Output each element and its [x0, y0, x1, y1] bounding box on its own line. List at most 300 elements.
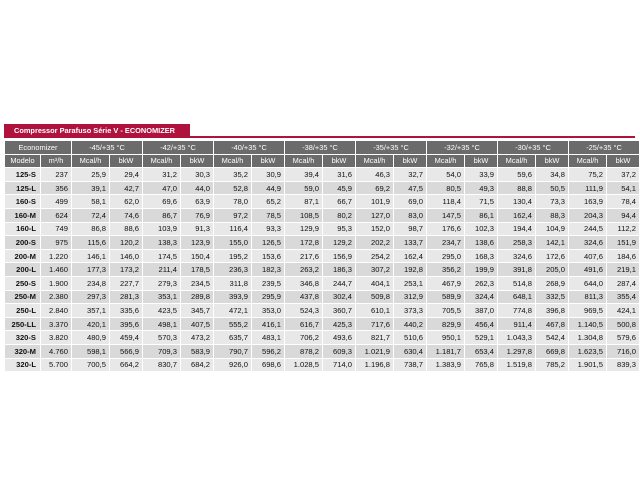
capacity-cell: 211,4: [143, 263, 181, 277]
power-cell: 456,4: [465, 317, 498, 331]
power-cell: 785,2: [536, 358, 569, 372]
model-cell: 200-S: [5, 236, 41, 250]
power-unit-header: bkW: [536, 154, 569, 168]
model-cell: 320-S: [5, 331, 41, 345]
displacement-cell: 1.220: [41, 249, 72, 263]
power-cell: 738,7: [394, 358, 427, 372]
capacity-cell: 644,0: [569, 276, 607, 290]
power-cell: 424,1: [607, 304, 640, 318]
power-cell: 120,2: [110, 236, 143, 250]
model-cell: 250-M: [5, 290, 41, 304]
power-cell: 94,4: [607, 208, 640, 222]
table-row: [5, 222, 640, 236]
capacity-cell: 78,0: [214, 195, 252, 209]
capacity-cell: 911,4: [498, 317, 536, 331]
displacement-cell: 975: [41, 236, 72, 250]
capacity-cell: 88,8: [498, 181, 536, 195]
capacity-cell: 1.519,8: [498, 358, 536, 372]
displacement-cell: 499: [41, 195, 72, 209]
power-cell: 86,1: [465, 208, 498, 222]
power-cell: 104,9: [536, 222, 569, 236]
power-cell: 227,7: [110, 276, 143, 290]
table-row: [5, 263, 640, 277]
power-cell: 440,2: [394, 317, 427, 331]
power-cell: 714,0: [323, 358, 356, 372]
displacement-cell: 3.820: [41, 331, 72, 345]
power-cell: 173,2: [110, 263, 143, 277]
capacity-cell: 821,7: [356, 331, 394, 345]
capacity-cell: 147,5: [427, 208, 465, 222]
power-cell: 186,3: [323, 263, 356, 277]
power-cell: 262,3: [465, 276, 498, 290]
capacity-cell: 709,3: [143, 344, 181, 358]
capacity-cell: 101,9: [356, 195, 394, 209]
table-row: [5, 276, 640, 290]
capacity-cell: 204,3: [569, 208, 607, 222]
capacity-cell: 555,2: [214, 317, 252, 331]
power-cell: 360,7: [323, 304, 356, 318]
power-cell: 324,4: [465, 290, 498, 304]
power-cell: 112,2: [607, 222, 640, 236]
power-cell: 42,7: [110, 181, 143, 195]
power-cell: 37,2: [607, 168, 640, 182]
capacity-cell: 115,6: [72, 236, 110, 250]
capacity-cell: 297,3: [72, 290, 110, 304]
power-unit-header: bkW: [181, 154, 214, 168]
capacity-cell: 174,5: [143, 249, 181, 263]
displacement-cell: 356: [41, 181, 72, 195]
capacity-cell: 407,6: [569, 249, 607, 263]
capacity-cell: 1.304,8: [569, 331, 607, 345]
power-unit-header: bkW: [252, 154, 285, 168]
power-cell: 335,6: [110, 304, 143, 318]
condition-header: -32/+35 °C: [427, 141, 498, 155]
capacity-cell: 46,3: [356, 168, 394, 182]
capacity-cell: 830,7: [143, 358, 181, 372]
power-cell: 76,9: [181, 208, 214, 222]
capacity-cell: 129,9: [285, 222, 323, 236]
capacity-cell: 391,8: [498, 263, 536, 277]
capacity-cell: 54,0: [427, 168, 465, 182]
capacity-cell: 1.028,5: [285, 358, 323, 372]
capacity-cell: 307,2: [356, 263, 394, 277]
power-cell: 669,8: [536, 344, 569, 358]
table-row: [5, 249, 640, 263]
power-cell: 138,6: [465, 236, 498, 250]
power-cell: 416,1: [252, 317, 285, 331]
power-cell: 289,8: [181, 290, 214, 304]
power-cell: 62,0: [110, 195, 143, 209]
capacity-cell: 177,3: [72, 263, 110, 277]
capacity-cell: 87,1: [285, 195, 323, 209]
displacement-cell: 3.370: [41, 317, 72, 331]
title-underline: [4, 136, 635, 138]
displacement-header: m³/h: [41, 154, 72, 168]
power-cell: 73,3: [536, 195, 569, 209]
power-cell: 151,9: [607, 236, 640, 250]
power-cell: 80,2: [323, 208, 356, 222]
capacity-cell: 163,9: [569, 195, 607, 209]
capacity-cell: 108,5: [285, 208, 323, 222]
capacity-cell: 811,3: [569, 290, 607, 304]
power-cell: 244,7: [323, 276, 356, 290]
capacity-cell: 926,0: [214, 358, 252, 372]
power-cell: 664,2: [110, 358, 143, 372]
capacity-cell: 717,6: [356, 317, 394, 331]
displacement-cell: 5.700: [41, 358, 72, 372]
capacity-cell: 194,4: [498, 222, 536, 236]
displacement-cell: 624: [41, 208, 72, 222]
model-cell: 320-M: [5, 344, 41, 358]
power-cell: 839,3: [607, 358, 640, 372]
power-cell: 133,7: [394, 236, 427, 250]
power-cell: 102,3: [465, 222, 498, 236]
capacity-cell: 162,4: [498, 208, 536, 222]
power-cell: 332,5: [536, 290, 569, 304]
capacity-cell: 311,8: [214, 276, 252, 290]
capacity-cell: 969,5: [569, 304, 607, 318]
capacity-cell: 437,8: [285, 290, 323, 304]
model-cell: 160-M: [5, 208, 41, 222]
power-cell: 34,8: [536, 168, 569, 182]
displacement-cell: 1.460: [41, 263, 72, 277]
power-cell: 345,7: [181, 304, 214, 318]
capacity-cell: 706,2: [285, 331, 323, 345]
capacity-cell: 491,6: [569, 263, 607, 277]
table-row: [5, 181, 640, 195]
power-cell: 219,1: [607, 263, 640, 277]
power-cell: 91,3: [181, 222, 214, 236]
power-cell: 30,3: [181, 168, 214, 182]
capacity-unit-header: Mcal/h: [498, 154, 536, 168]
power-cell: 78,5: [252, 208, 285, 222]
capacity-cell: 217,6: [285, 249, 323, 263]
capacity-cell: 202,2: [356, 236, 394, 250]
capacity-cell: 69,2: [356, 181, 394, 195]
capacity-unit-header: Mcal/h: [427, 154, 465, 168]
capacity-cell: 234,8: [72, 276, 110, 290]
economizer-header: Economizer: [5, 141, 72, 155]
capacity-cell: 176,6: [427, 222, 465, 236]
power-cell: 182,3: [252, 263, 285, 277]
capacity-cell: 1.383,9: [427, 358, 465, 372]
power-cell: 373,3: [394, 304, 427, 318]
capacity-cell: 138,3: [143, 236, 181, 250]
table-row: [5, 358, 640, 372]
model-cell: 250-S: [5, 276, 41, 290]
power-cell: 74,6: [110, 208, 143, 222]
capacity-cell: 59,0: [285, 181, 323, 195]
table-row: [5, 304, 640, 318]
capacity-cell: 47,0: [143, 181, 181, 195]
condition-header: -45/+35 °C: [72, 141, 143, 155]
capacity-cell: 1.623,5: [569, 344, 607, 358]
capacity-cell: 31,2: [143, 168, 181, 182]
capacity-cell: 357,1: [72, 304, 110, 318]
model-cell: 200-M: [5, 249, 41, 263]
capacity-cell: 1.140,5: [569, 317, 607, 331]
power-cell: 65,2: [252, 195, 285, 209]
compressor-spec-table: [4, 140, 640, 372]
capacity-cell: 1.297,8: [498, 344, 536, 358]
power-cell: 47,5: [394, 181, 427, 195]
power-cell: 596,2: [252, 344, 285, 358]
displacement-cell: 749: [41, 222, 72, 236]
capacity-cell: 514,8: [498, 276, 536, 290]
power-cell: 483,1: [252, 331, 285, 345]
capacity-cell: 25,9: [72, 168, 110, 182]
power-cell: 387,0: [465, 304, 498, 318]
table-row: [5, 344, 640, 358]
power-cell: 32,7: [394, 168, 427, 182]
power-cell: 395,6: [110, 317, 143, 331]
capacity-cell: 480,9: [72, 331, 110, 345]
capacity-unit-header: Mcal/h: [356, 154, 394, 168]
power-unit-header: bkW: [394, 154, 427, 168]
table-row: [5, 195, 640, 209]
displacement-cell: 237: [41, 168, 72, 182]
power-cell: 66,7: [323, 195, 356, 209]
capacity-cell: 635,7: [214, 331, 252, 345]
capacity-unit-header: Mcal/h: [569, 154, 607, 168]
capacity-cell: 118,4: [427, 195, 465, 209]
power-cell: 126,5: [252, 236, 285, 250]
capacity-cell: 39,1: [72, 181, 110, 195]
power-cell: 199,9: [465, 263, 498, 277]
power-cell: 192,8: [394, 263, 427, 277]
power-cell: 566,9: [110, 344, 143, 358]
capacity-cell: 155,0: [214, 236, 252, 250]
power-cell: 172,6: [536, 249, 569, 263]
power-cell: 302,4: [323, 290, 356, 304]
power-cell: 253,1: [394, 276, 427, 290]
power-cell: 312,9: [394, 290, 427, 304]
model-cell: 250-L: [5, 304, 41, 318]
capacity-cell: 1.181,7: [427, 344, 465, 358]
capacity-cell: 324,6: [569, 236, 607, 250]
capacity-cell: 467,9: [427, 276, 465, 290]
condition-header: -35/+35 °C: [356, 141, 427, 155]
power-cell: 459,4: [110, 331, 143, 345]
capacity-cell: 86,8: [72, 222, 110, 236]
power-cell: 281,3: [110, 290, 143, 304]
model-cell: 125-L: [5, 181, 41, 195]
power-cell: 510,6: [394, 331, 427, 345]
capacity-cell: 324,6: [498, 249, 536, 263]
power-cell: 353,0: [252, 304, 285, 318]
capacity-cell: 234,7: [427, 236, 465, 250]
capacity-cell: 346,8: [285, 276, 323, 290]
capacity-cell: 116,4: [214, 222, 252, 236]
power-unit-header: bkW: [323, 154, 356, 168]
power-cell: 88,3: [536, 208, 569, 222]
capacity-unit-header: Mcal/h: [285, 154, 323, 168]
capacity-cell: 75,2: [569, 168, 607, 182]
table-row: [5, 317, 640, 331]
capacity-cell: 393,9: [214, 290, 252, 304]
capacity-cell: 295,0: [427, 249, 465, 263]
capacity-cell: 509,8: [356, 290, 394, 304]
model-cell: 250-LL: [5, 317, 41, 331]
capacity-cell: 423,5: [143, 304, 181, 318]
table-title: Compressor Parafuso Série V - ECONOMIZER: [4, 124, 190, 137]
condition-header: -42/+35 °C: [143, 141, 214, 155]
table-row: [5, 331, 640, 345]
power-cell: 287,4: [607, 276, 640, 290]
capacity-cell: 498,1: [143, 317, 181, 331]
power-cell: 33,9: [465, 168, 498, 182]
power-cell: 609,3: [323, 344, 356, 358]
capacity-cell: 700,5: [72, 358, 110, 372]
power-cell: 698,6: [252, 358, 285, 372]
model-cell: 160-S: [5, 195, 41, 209]
condition-header: -40/+35 °C: [214, 141, 285, 155]
power-cell: 50,5: [536, 181, 569, 195]
model-cell: 200-L: [5, 263, 41, 277]
capacity-cell: 1.043,3: [498, 331, 536, 345]
capacity-cell: 353,1: [143, 290, 181, 304]
power-cell: 178,5: [181, 263, 214, 277]
power-cell: 630,4: [394, 344, 427, 358]
displacement-cell: 1.900: [41, 276, 72, 290]
power-unit-header: bkW: [465, 154, 498, 168]
capacity-cell: 152,0: [356, 222, 394, 236]
power-cell: 396,8: [536, 304, 569, 318]
capacity-cell: 146,1: [72, 249, 110, 263]
capacity-cell: 404,1: [356, 276, 394, 290]
table-row: [5, 168, 640, 182]
power-cell: 44,0: [181, 181, 214, 195]
power-cell: 425,3: [323, 317, 356, 331]
capacity-cell: 263,2: [285, 263, 323, 277]
condition-header: -38/+35 °C: [285, 141, 356, 155]
capacity-unit-header: Mcal/h: [214, 154, 252, 168]
power-cell: 168,3: [465, 249, 498, 263]
capacity-cell: 103,9: [143, 222, 181, 236]
capacity-cell: 1.901,5: [569, 358, 607, 372]
power-cell: 500,8: [607, 317, 640, 331]
power-cell: 234,5: [181, 276, 214, 290]
power-cell: 88,6: [110, 222, 143, 236]
power-cell: 473,2: [181, 331, 214, 345]
capacity-cell: 236,3: [214, 263, 252, 277]
table-row: [5, 236, 640, 250]
capacity-cell: 524,3: [285, 304, 323, 318]
power-cell: 205,0: [536, 263, 569, 277]
power-cell: 407,5: [181, 317, 214, 331]
capacity-cell: 616,7: [285, 317, 323, 331]
power-cell: 83,0: [394, 208, 427, 222]
model-cell: 160-L: [5, 222, 41, 236]
capacity-unit-header: Mcal/h: [143, 154, 181, 168]
capacity-cell: 420,1: [72, 317, 110, 331]
capacity-unit-header: Mcal/h: [72, 154, 110, 168]
condition-header: -30/+35 °C: [498, 141, 569, 155]
displacement-cell: 4.760: [41, 344, 72, 358]
power-cell: 184,6: [607, 249, 640, 263]
power-cell: 295,9: [252, 290, 285, 304]
power-cell: 49,3: [465, 181, 498, 195]
power-cell: 31,6: [323, 168, 356, 182]
power-cell: 529,1: [465, 331, 498, 345]
capacity-cell: 950,1: [427, 331, 465, 345]
power-unit-header: bkW: [607, 154, 640, 168]
capacity-cell: 610,1: [356, 304, 394, 318]
capacity-cell: 127,0: [356, 208, 394, 222]
capacity-cell: 472,1: [214, 304, 252, 318]
capacity-cell: 774,8: [498, 304, 536, 318]
capacity-cell: 705,5: [427, 304, 465, 318]
capacity-cell: 598,1: [72, 344, 110, 358]
power-cell: 63,9: [181, 195, 214, 209]
power-cell: 44,9: [252, 181, 285, 195]
power-cell: 355,4: [607, 290, 640, 304]
table-row: [5, 208, 640, 222]
power-cell: 129,2: [323, 236, 356, 250]
capacity-cell: 790,7: [214, 344, 252, 358]
table-row: [5, 290, 640, 304]
model-cell: 125-S: [5, 168, 41, 182]
capacity-cell: 1.196,8: [356, 358, 394, 372]
power-cell: 54,1: [607, 181, 640, 195]
power-cell: 98,7: [394, 222, 427, 236]
displacement-cell: 2.840: [41, 304, 72, 318]
capacity-cell: 80,5: [427, 181, 465, 195]
capacity-cell: 244,5: [569, 222, 607, 236]
capacity-cell: 258,3: [498, 236, 536, 250]
power-cell: 71,5: [465, 195, 498, 209]
capacity-cell: 52,8: [214, 181, 252, 195]
power-cell: 30,9: [252, 168, 285, 182]
condition-header: -25/+35 °C: [569, 141, 640, 155]
power-cell: 765,8: [465, 358, 498, 372]
power-unit-header: bkW: [110, 154, 143, 168]
power-cell: 142,1: [536, 236, 569, 250]
power-cell: 684,2: [181, 358, 214, 372]
power-cell: 583,9: [181, 344, 214, 358]
power-cell: 653,4: [465, 344, 498, 358]
model-header: Modelo: [5, 154, 41, 168]
power-cell: 146,0: [110, 249, 143, 263]
capacity-cell: 58,1: [72, 195, 110, 209]
capacity-cell: 72,4: [72, 208, 110, 222]
capacity-cell: 570,3: [143, 331, 181, 345]
power-cell: 78,4: [607, 195, 640, 209]
power-cell: 123,9: [181, 236, 214, 250]
capacity-cell: 39,4: [285, 168, 323, 182]
model-cell: 320-L: [5, 358, 41, 372]
capacity-cell: 195,2: [214, 249, 252, 263]
power-cell: 268,9: [536, 276, 569, 290]
power-cell: 45,9: [323, 181, 356, 195]
power-cell: 69,0: [394, 195, 427, 209]
capacity-cell: 356,2: [427, 263, 465, 277]
capacity-cell: 589,9: [427, 290, 465, 304]
power-cell: 579,6: [607, 331, 640, 345]
power-cell: 162,4: [394, 249, 427, 263]
capacity-cell: 111,9: [569, 181, 607, 195]
power-cell: 716,0: [607, 344, 640, 358]
capacity-cell: 648,1: [498, 290, 536, 304]
power-cell: 493,6: [323, 331, 356, 345]
displacement-cell: 2.380: [41, 290, 72, 304]
capacity-cell: 829,9: [427, 317, 465, 331]
capacity-cell: 130,4: [498, 195, 536, 209]
power-cell: 153,6: [252, 249, 285, 263]
capacity-cell: 69,6: [143, 195, 181, 209]
capacity-cell: 254,2: [356, 249, 394, 263]
power-cell: 467,8: [536, 317, 569, 331]
